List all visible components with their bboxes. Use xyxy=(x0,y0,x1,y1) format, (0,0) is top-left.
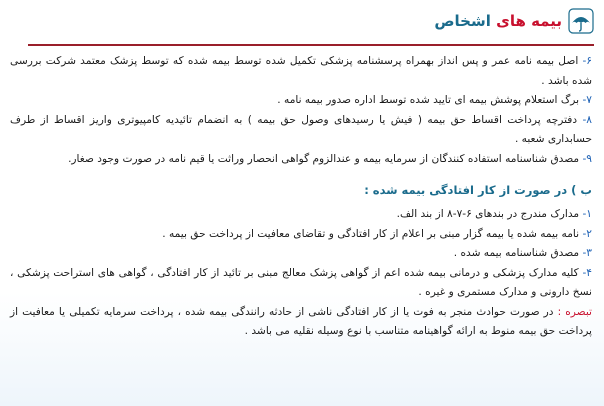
item-text: برگ استعلام پوشش بیمه ای تایید شده توسط اداره صدور بیمه نامه . xyxy=(277,94,580,106)
list-item xyxy=(10,244,592,264)
list-item xyxy=(10,150,592,170)
item-text: دفترچه پرداخت اقساط حق بیمه ( فیش یا رسیدهای وصول حق بیمه ) به انضمام تائیدیه کامپیوتری واریز اقساط از طرف حسابداری شعبه . xyxy=(10,113,592,145)
item-number: ۳- xyxy=(582,247,592,259)
list-item xyxy=(10,52,592,91)
item-text: نامه بیمه شده یا بیمه گزار مبنی بر اعلام از کار افتادگی و تقاضای معافیت از پرداخت حق بیمه . xyxy=(162,227,580,240)
item-number: ۶- xyxy=(582,55,592,67)
title-divider xyxy=(28,44,594,46)
note-label: تبصره : xyxy=(557,305,592,318)
item-number: ۸- xyxy=(582,113,592,126)
item-number: ۱- xyxy=(582,208,592,220)
item-number: ۷- xyxy=(582,94,592,106)
item-text: مدارک مندرج در بندهای ۶-۷-۸ از بند الف. xyxy=(396,208,580,220)
title-rest: اشخاص xyxy=(434,12,491,30)
note-text: در صورت حوادث منجر به فوت یا از کار افتادگی ناشی از حادثه رانندگی بیمه شده ، پرداخت سرمایه تکمیلی یا معافیت از پرداخت حق بیمه منوط به ارائه گواهینامه متناسب با نوع وسیله نقلیه می باشد . xyxy=(10,305,592,337)
page-header xyxy=(434,6,594,36)
page-title xyxy=(434,12,562,30)
item-number: ۲- xyxy=(582,227,592,240)
note-paragraph xyxy=(10,303,592,342)
umbrella-logo-icon xyxy=(568,8,594,34)
list-item xyxy=(10,111,592,150)
item-text: مصدق شناسنامه استفاده کنندگان از سرمایه بیمه و عندالزوم گواهی انحصار وراثت یا قیم نامه در صورت وجود صغار. xyxy=(68,152,580,165)
item-text: اصل بیمه نامه عمر و پس انداز بهمراه پرسشنامه پزشکی تکمیل شده توسط بیمه شده که توسط پزشک معتمد شرکت بررسی شده باشد . xyxy=(10,55,592,87)
list-item xyxy=(10,205,592,225)
item-text: کلیه مدارک پزشکی و درمانی بیمه شده اعم از گواهی پزشک معالج مبنی بر تائید از کار افتادگی ، گواهی های استراحت پزشکی ، نسخ دارونی و مدارک مستمری و غیره . xyxy=(10,266,592,298)
list-item xyxy=(10,264,592,303)
item-number: ۹- xyxy=(582,152,592,165)
title-highlight: بیمه های xyxy=(496,12,562,30)
item-number: ۴- xyxy=(582,266,592,279)
document-body xyxy=(10,52,592,342)
section-spacer xyxy=(10,169,592,180)
list-item xyxy=(10,91,592,111)
item-text: مصدق شناسنامه بیمه شده . xyxy=(453,247,580,259)
section-heading: ب ) در صورت از کار افتادگی بیمه شده : xyxy=(364,183,592,197)
list-item xyxy=(10,225,592,245)
